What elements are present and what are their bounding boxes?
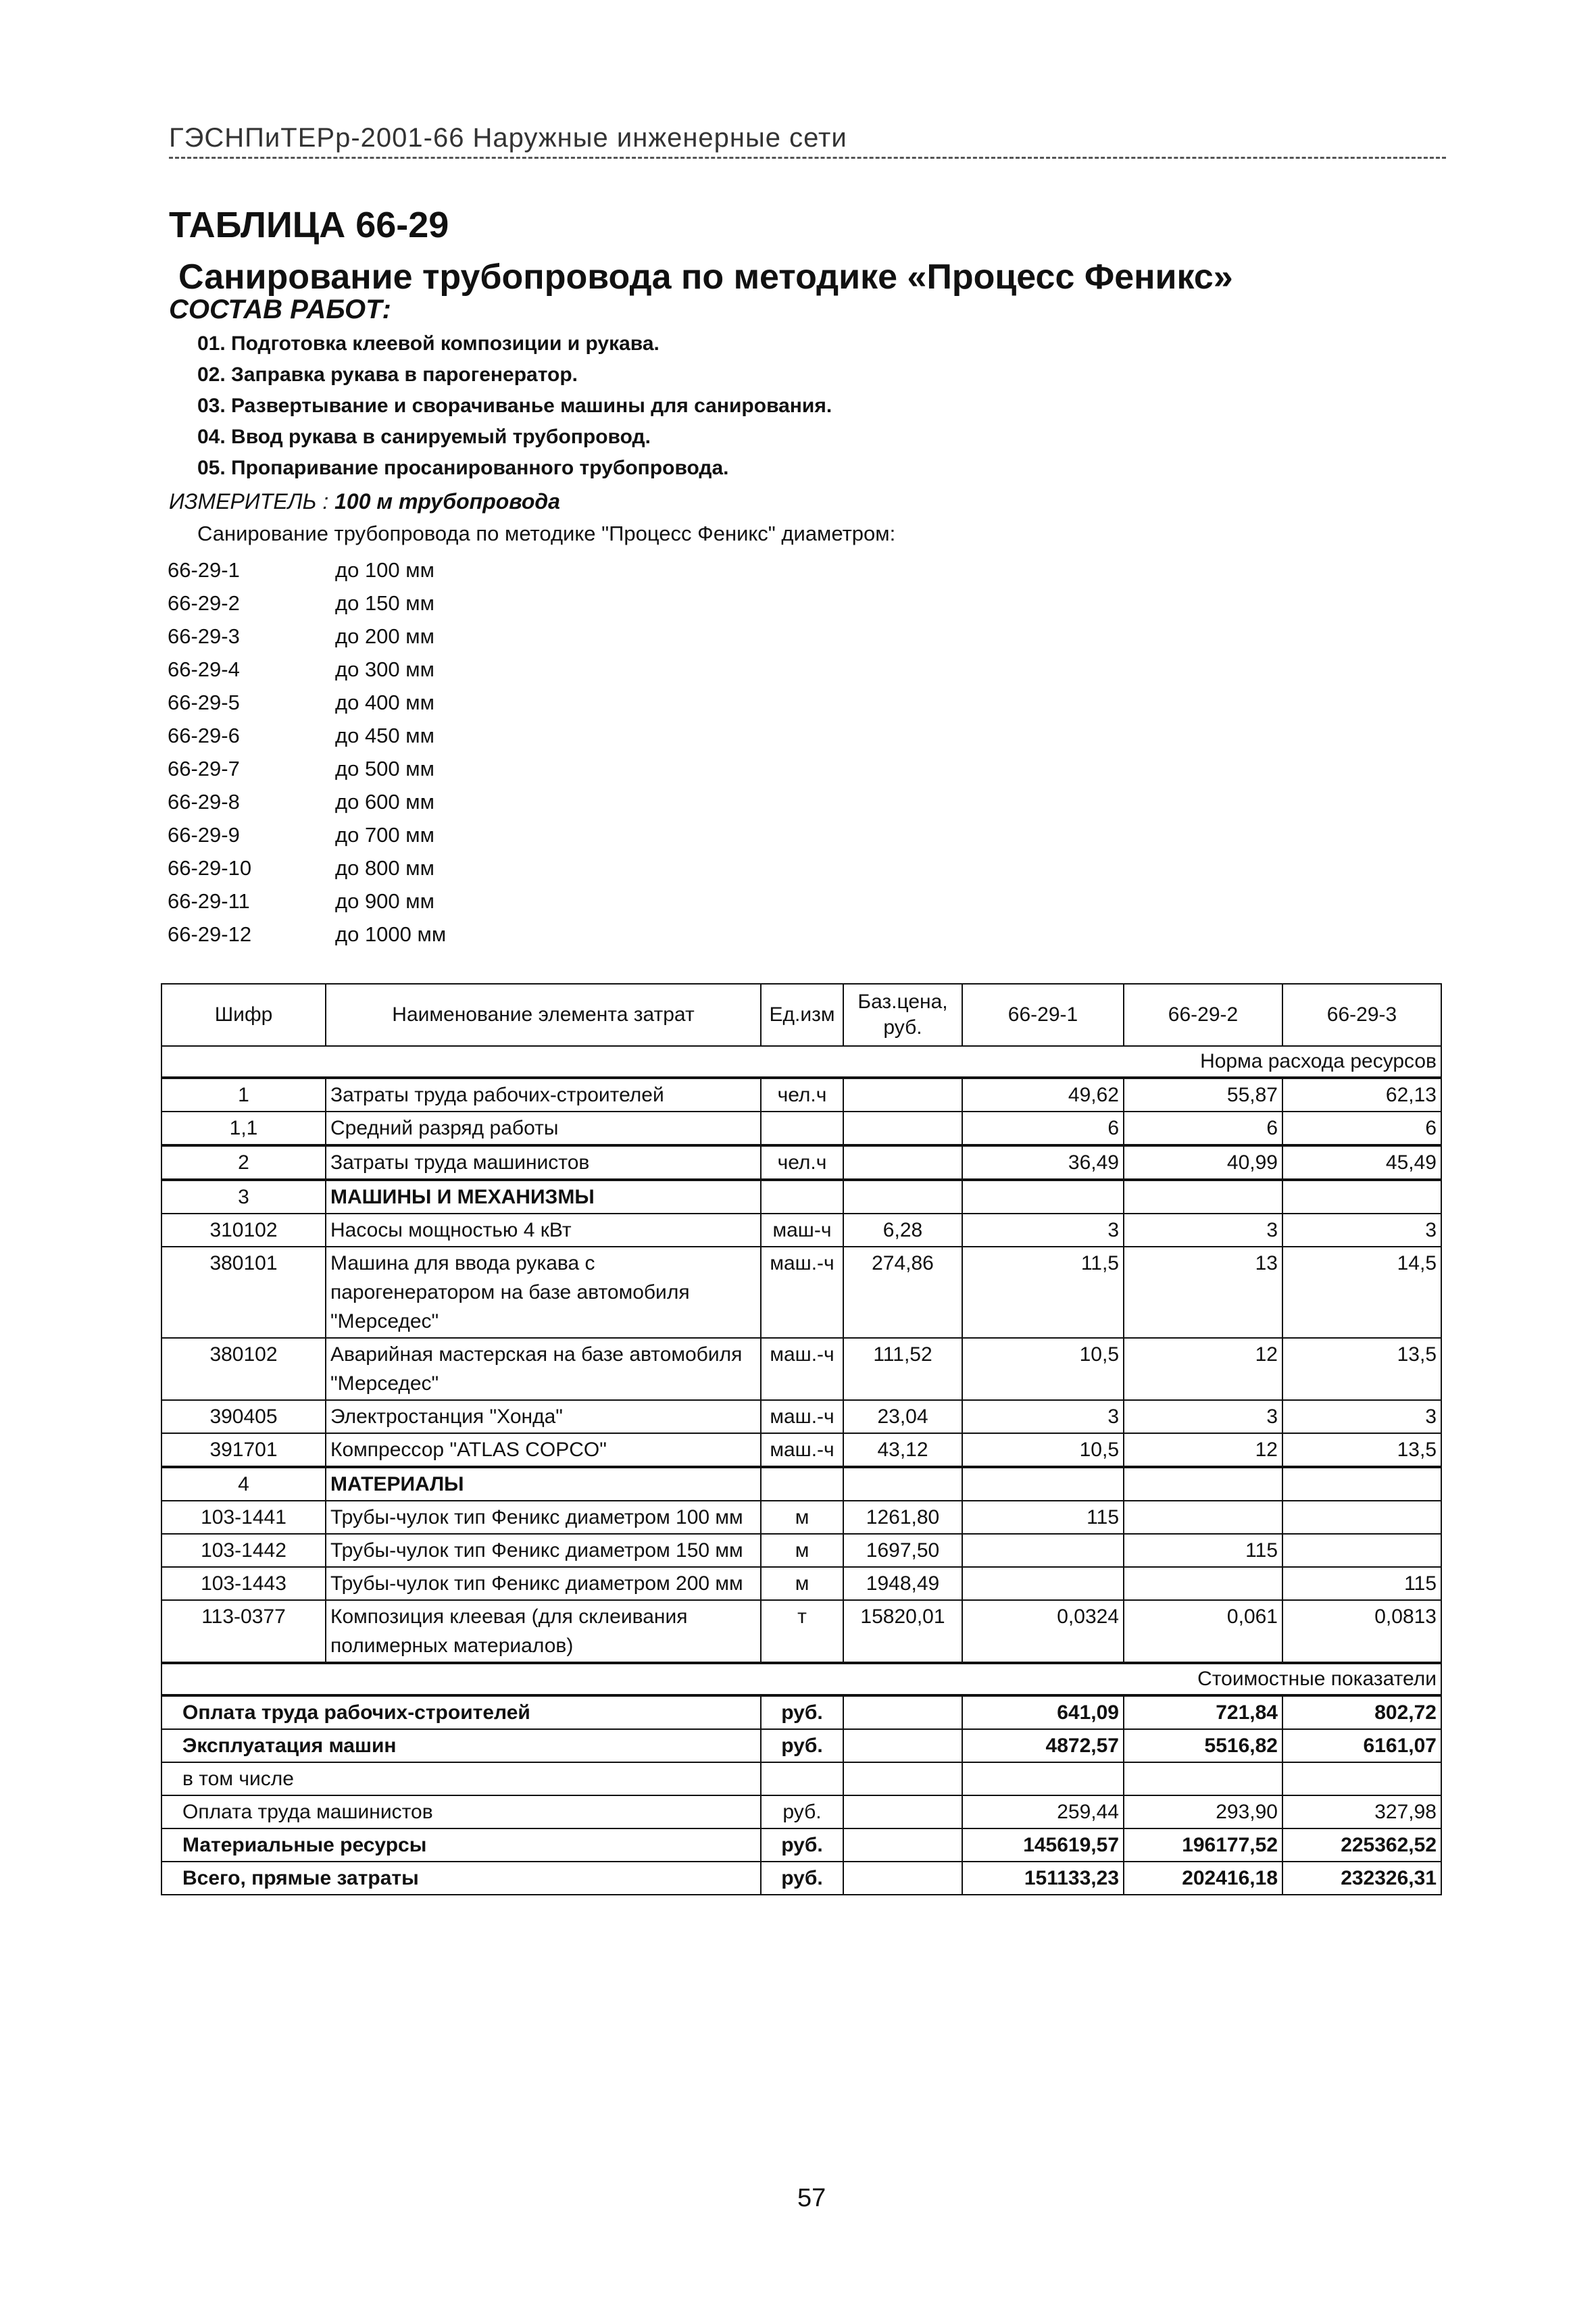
- cell-shifr: 113-0377: [161, 1600, 326, 1663]
- cost-value-3: 225362,52: [1282, 1828, 1441, 1862]
- cost-value-3: 232326,31: [1282, 1862, 1441, 1895]
- cell-value-2: 6: [1124, 1112, 1282, 1145]
- cell-value-2: 0,061: [1124, 1600, 1282, 1663]
- cell-shifr: 3: [161, 1180, 326, 1214]
- work-item: 02. Заправка рукава в парогенератор.: [197, 364, 578, 386]
- section-row: [161, 1180, 1441, 1214]
- cell-value-1: 10,5: [962, 1433, 1124, 1467]
- cell-price: 1261,80: [843, 1501, 962, 1534]
- cell-shifr: 391701: [161, 1433, 326, 1467]
- cell-name: Компрессор "ATLAS COPCO": [326, 1433, 761, 1467]
- cell-name: Затраты труда машинистов: [326, 1145, 761, 1180]
- table-row: [161, 1112, 1441, 1145]
- code-item: 66-29-11: [168, 889, 250, 913]
- table-header-row: [161, 984, 1441, 1046]
- section-row: [161, 1467, 1441, 1501]
- measure-unit: [169, 489, 560, 514]
- diameter-item: до 200 мм: [335, 624, 434, 648]
- code-item: 66-29-7: [168, 757, 240, 780]
- cost-row: [161, 1828, 1441, 1862]
- cell-price: [843, 1078, 962, 1112]
- diameter-item: до 500 мм: [335, 757, 434, 780]
- table-subtitle: Санирование трубопровода по методике «Процесс Феникс»: [178, 257, 1233, 297]
- table-row: [161, 1600, 1441, 1663]
- cost-value-3: 6161,07: [1282, 1729, 1441, 1762]
- work-item: 03. Развертывание и сворачиванье машины для санирования.: [197, 395, 832, 417]
- cost-name: Оплата труда рабочих-строителей: [161, 1695, 761, 1729]
- cost-row: [161, 1695, 1441, 1729]
- cell-name: Аварийная мастерская на базе автомобиля "Мерседес": [326, 1338, 761, 1400]
- cell-value-1: [962, 1180, 1124, 1214]
- cell-price: [843, 1180, 962, 1214]
- cell-shifr: 380101: [161, 1247, 326, 1338]
- cost-value-1: [962, 1762, 1124, 1795]
- cost-unit: руб.: [761, 1695, 843, 1729]
- norma-row: [161, 1046, 1441, 1078]
- diameter-item: до 900 мм: [335, 889, 434, 913]
- diameter-item: до 150 мм: [335, 591, 434, 615]
- cost-row: [161, 1729, 1441, 1762]
- cost-price: [843, 1828, 962, 1862]
- cell-value-2: [1124, 1467, 1282, 1501]
- cost-value-1: 259,44: [962, 1795, 1124, 1828]
- measure-label: ИЗМЕРИТЕЛЬ :: [169, 489, 329, 514]
- table-row: [161, 1247, 1441, 1338]
- cell-price: 274,86: [843, 1247, 962, 1338]
- cost-value-3: 802,72: [1282, 1695, 1441, 1729]
- cost-name: Эксплуатация машин: [161, 1729, 761, 1762]
- cost-unit: руб.: [761, 1729, 843, 1762]
- header-col-1: 66-29-1: [962, 984, 1124, 1046]
- table-row: [161, 1534, 1441, 1567]
- code-item: 66-29-12: [168, 922, 252, 946]
- cell-value-1: [962, 1534, 1124, 1567]
- cell-value-2: 3: [1124, 1400, 1282, 1433]
- cell-value-3: 6: [1282, 1112, 1441, 1145]
- cell-value-2: [1124, 1180, 1282, 1214]
- cell-unit: т: [761, 1600, 843, 1663]
- cell-unit: маш.-ч: [761, 1338, 843, 1400]
- cell-value-1: 0,0324: [962, 1600, 1124, 1663]
- cell-value-1: 3: [962, 1214, 1124, 1247]
- cell-shifr: 103-1442: [161, 1534, 326, 1567]
- table-row: [161, 1400, 1441, 1433]
- cell-unit: [761, 1467, 843, 1501]
- cell-value-3: [1282, 1534, 1441, 1567]
- cell-value-3: 13,5: [1282, 1433, 1441, 1467]
- diameter-item: до 800 мм: [335, 856, 434, 880]
- cost-price: [843, 1762, 962, 1795]
- cell-unit: маш-ч: [761, 1214, 843, 1247]
- work-composition-label: СОСТАВ РАБОТ:: [169, 295, 391, 324]
- table-row: [161, 1214, 1441, 1247]
- diameter-intro: Санирование трубопровода по методике "Процесс Феникс" диаметром:: [197, 522, 896, 545]
- diameter-item: до 450 мм: [335, 724, 434, 747]
- code-item: 66-29-1: [168, 558, 240, 582]
- cell-value-1: [962, 1567, 1124, 1600]
- cost-unit: руб.: [761, 1828, 843, 1862]
- cell-value-2: [1124, 1501, 1282, 1534]
- cell-shifr: 1,1: [161, 1112, 326, 1145]
- measure-value: 100 м трубопровода: [334, 489, 560, 514]
- cost-value-3: [1282, 1762, 1441, 1795]
- section-title-machines: МАШИНЫ И МЕХАНИЗМЫ: [326, 1180, 761, 1214]
- cost-value-1: 145619,57: [962, 1828, 1124, 1862]
- cell-shifr: 390405: [161, 1400, 326, 1433]
- work-item: 01. Подготовка клеевой композиции и рукава.: [197, 332, 659, 355]
- cell-value-2: 55,87: [1124, 1078, 1282, 1112]
- code-item: 66-29-9: [168, 823, 240, 847]
- cell-name: Трубы-чулок тип Феникс диаметром 100 мм: [326, 1501, 761, 1534]
- cost-value-2: 202416,18: [1124, 1862, 1282, 1895]
- cell-value-2: [1124, 1567, 1282, 1600]
- cost-value-1: 641,09: [962, 1695, 1124, 1729]
- cell-shifr: 2: [161, 1145, 326, 1180]
- cell-value-1: 49,62: [962, 1078, 1124, 1112]
- cell-value-3: [1282, 1180, 1441, 1214]
- diameter-item: до 700 мм: [335, 823, 434, 847]
- cell-value-3: [1282, 1467, 1441, 1501]
- cost-label: Стоимостные показатели: [161, 1663, 1441, 1695]
- cell-unit: чел.ч: [761, 1078, 843, 1112]
- table-row: [161, 1338, 1441, 1400]
- cell-value-3: [1282, 1501, 1441, 1534]
- diameter-item: до 600 мм: [335, 790, 434, 814]
- cell-unit: м: [761, 1501, 843, 1534]
- cell-unit: чел.ч: [761, 1145, 843, 1180]
- cell-value-1: 36,49: [962, 1145, 1124, 1180]
- cell-shifr: 380102: [161, 1338, 326, 1400]
- cell-unit: м: [761, 1567, 843, 1600]
- cost-value-2: 5516,82: [1124, 1729, 1282, 1762]
- resource-table: [161, 983, 1442, 1895]
- table-row: [161, 1078, 1441, 1112]
- header-unit: Ед.изм: [761, 984, 843, 1046]
- code-item: 66-29-8: [168, 790, 240, 814]
- cell-unit: [761, 1180, 843, 1214]
- code-item: 66-29-6: [168, 724, 240, 747]
- cost-value-1: 4872,57: [962, 1729, 1124, 1762]
- cell-unit: маш.-ч: [761, 1433, 843, 1467]
- running-header: ГЭСНПиТЕРр-2001-66 Наружные инженерные сети: [169, 123, 847, 153]
- cell-price: 6,28: [843, 1214, 962, 1247]
- cell-price: 1948,49: [843, 1567, 962, 1600]
- table-title: ТАБЛИЦА 66-29: [169, 205, 449, 245]
- cost-label-row: [161, 1663, 1441, 1695]
- cell-value-1: 115: [962, 1501, 1124, 1534]
- header-shifr: Шифр: [161, 984, 326, 1046]
- code-item: 66-29-10: [168, 856, 252, 880]
- cost-name: в том числе: [161, 1762, 761, 1795]
- cost-price: [843, 1729, 962, 1762]
- work-item: 05. Пропаривание просанированного трубопровода.: [197, 457, 729, 479]
- cell-value-1: 10,5: [962, 1338, 1124, 1400]
- cell-value-3: 14,5: [1282, 1247, 1441, 1338]
- cell-name: Машина для ввода рукава с парогенератором на базе автомобиля "Мерседес": [326, 1247, 761, 1338]
- cost-name: Материальные ресурсы: [161, 1828, 761, 1862]
- code-item: 66-29-4: [168, 657, 240, 681]
- cell-value-2: 3: [1124, 1214, 1282, 1247]
- norma-label: Норма расхода ресурсов: [161, 1046, 1441, 1078]
- cell-price: [843, 1112, 962, 1145]
- cost-unit: руб.: [761, 1862, 843, 1895]
- cost-value-1: 151133,23: [962, 1862, 1124, 1895]
- header-col-2: 66-29-2: [1124, 984, 1282, 1046]
- table-row: [161, 1501, 1441, 1534]
- cell-shifr: 103-1441: [161, 1501, 326, 1534]
- cost-price: [843, 1795, 962, 1828]
- cost-unit: [761, 1762, 843, 1795]
- cell-price: 1697,50: [843, 1534, 962, 1567]
- cell-value-1: 6: [962, 1112, 1124, 1145]
- cell-unit: м: [761, 1534, 843, 1567]
- cell-value-2: 12: [1124, 1338, 1282, 1400]
- table-row: [161, 1433, 1441, 1467]
- cell-value-1: 3: [962, 1400, 1124, 1433]
- diameter-item: до 300 мм: [335, 657, 434, 681]
- cell-value-3: 62,13: [1282, 1078, 1441, 1112]
- code-item: 66-29-2: [168, 591, 240, 615]
- cost-value-2: 293,90: [1124, 1795, 1282, 1828]
- cell-value-2: 12: [1124, 1433, 1282, 1467]
- cell-shifr: 4: [161, 1467, 326, 1501]
- header-price: Баз.цена, руб.: [843, 984, 962, 1046]
- cell-name: Трубы-чулок тип Феникс диаметром 150 мм: [326, 1534, 761, 1567]
- cost-price: [843, 1862, 962, 1895]
- cost-name: Всего, прямые затраты: [161, 1862, 761, 1895]
- cost-price: [843, 1695, 962, 1729]
- cell-shifr: 103-1443: [161, 1567, 326, 1600]
- cell-value-3: 0,0813: [1282, 1600, 1441, 1663]
- work-item: 04. Ввод рукава в санируемый трубопровод.: [197, 426, 651, 448]
- cell-name: Средний разряд работы: [326, 1112, 761, 1145]
- table-row: [161, 1145, 1441, 1180]
- diameter-item: до 100 мм: [335, 558, 434, 582]
- cell-price: [843, 1145, 962, 1180]
- cell-name: Композиция клеевая (для склеивания полимерных материалов): [326, 1600, 761, 1663]
- cell-name: Насосы мощностью 4 кВт: [326, 1214, 761, 1247]
- cell-unit: маш.-ч: [761, 1247, 843, 1338]
- cell-value-2: 40,99: [1124, 1145, 1282, 1180]
- cell-price: 15820,01: [843, 1600, 962, 1663]
- code-item: 66-29-3: [168, 624, 240, 648]
- cell-value-3: 3: [1282, 1214, 1441, 1247]
- cell-price: [843, 1467, 962, 1501]
- cost-value-2: [1124, 1762, 1282, 1795]
- cost-value-3: 327,98: [1282, 1795, 1441, 1828]
- cell-name: Электростанция "Хонда": [326, 1400, 761, 1433]
- table-row: [161, 1567, 1441, 1600]
- cost-row: [161, 1795, 1441, 1828]
- header-divider: [169, 157, 1446, 159]
- diameter-item: до 400 мм: [335, 691, 434, 714]
- page-number: 57: [797, 2184, 826, 2212]
- cell-unit: маш.-ч: [761, 1400, 843, 1433]
- cost-row: [161, 1862, 1441, 1895]
- diameter-item: до 1000 мм: [335, 922, 447, 946]
- cell-price: 23,04: [843, 1400, 962, 1433]
- header-col-3: 66-29-3: [1282, 984, 1441, 1046]
- cell-value-1: 11,5: [962, 1247, 1124, 1338]
- cell-shifr: 310102: [161, 1214, 326, 1247]
- cell-value-3: 13,5: [1282, 1338, 1441, 1400]
- header-name: Наименование элемента затрат: [326, 984, 761, 1046]
- section-title-materials: МАТЕРИАЛЫ: [326, 1467, 761, 1501]
- cell-value-1: [962, 1467, 1124, 1501]
- cell-value-2: 13: [1124, 1247, 1282, 1338]
- cell-price: 111,52: [843, 1338, 962, 1400]
- cell-value-3: 45,49: [1282, 1145, 1441, 1180]
- cost-value-2: 196177,52: [1124, 1828, 1282, 1862]
- cell-value-3: 115: [1282, 1567, 1441, 1600]
- cell-name: Затраты труда рабочих-строителей: [326, 1078, 761, 1112]
- cost-value-2: 721,84: [1124, 1695, 1282, 1729]
- cell-price: 43,12: [843, 1433, 962, 1467]
- cell-name: Трубы-чулок тип Феникс диаметром 200 мм: [326, 1567, 761, 1600]
- cost-row: [161, 1762, 1441, 1795]
- cost-name: Оплата труда машинистов: [161, 1795, 761, 1828]
- cell-value-3: 3: [1282, 1400, 1441, 1433]
- code-item: 66-29-5: [168, 691, 240, 714]
- cell-shifr: 1: [161, 1078, 326, 1112]
- cost-unit: руб.: [761, 1795, 843, 1828]
- cell-unit: [761, 1112, 843, 1145]
- cell-value-2: 115: [1124, 1534, 1282, 1567]
